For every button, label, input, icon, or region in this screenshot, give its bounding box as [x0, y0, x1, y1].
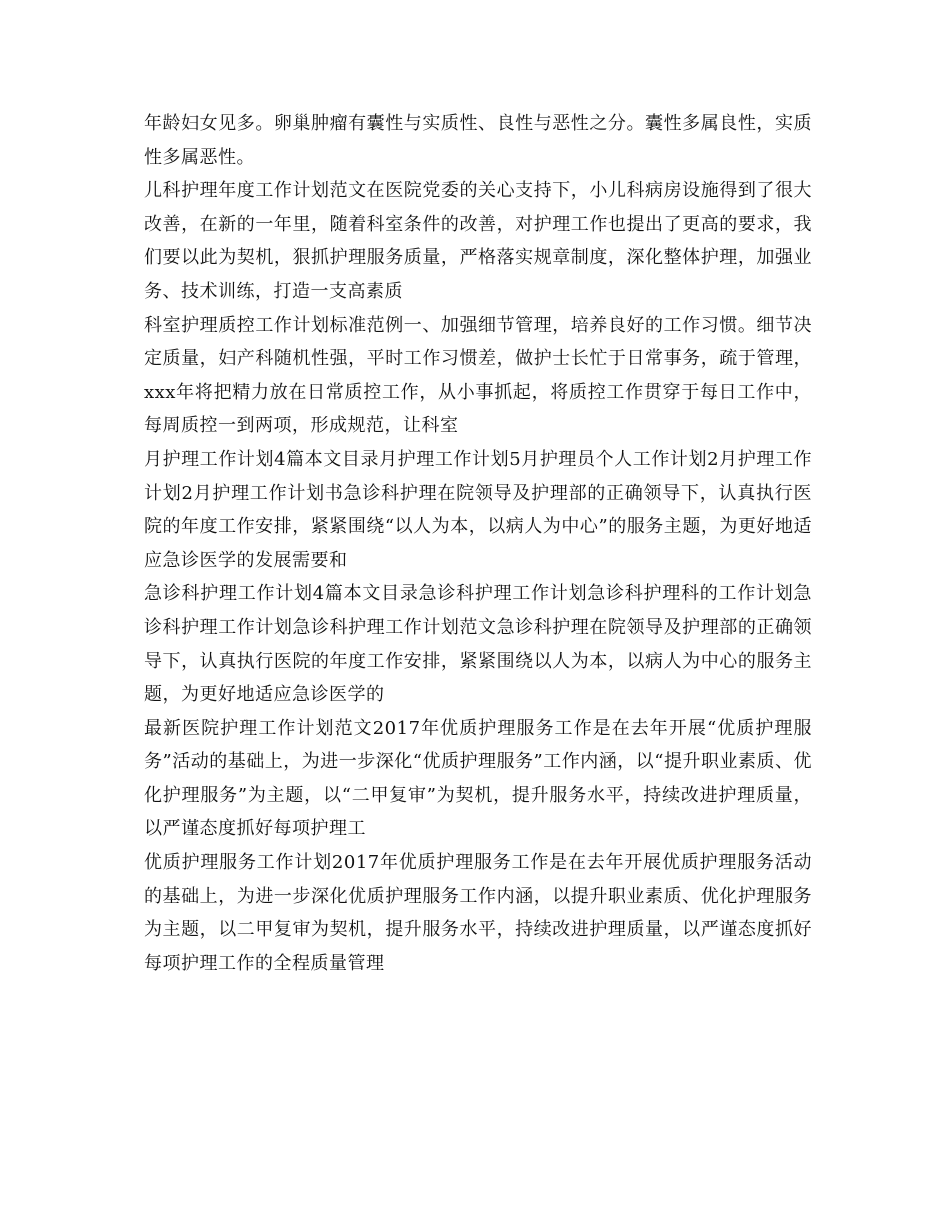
paragraph-1: 年龄妇女见多。卵巢肿瘤有囊性与实质性、良性与恶性之分。囊性多属良性，实质性多属恶性。	[144, 113, 812, 168]
paragraph-6: 最新医院护理工作计划范文2017年优质护理服务工作是在去年开展“优质护理服务”活动的基础上，为进一步深化“优质护理服务”工作内涵，以“提升职业素质、优化护理服务”为主题，以“二甲复审”为契机，提升服务水平，持续改进护理质量，以严谨态度抓好每项护理工	[144, 717, 812, 840]
paragraph-4: 月护理工作计划4篇本文目录月护理工作计划5月护理员个人工作计划2月护理工作计划2月护理工作计划书急诊科护理在院领导及护理部的正确领导下，认真执行医院的年度工作安排，紧紧围绕“以人为本，以病人为中心”的服务主题，为更好地适应急诊医学的发展需要和	[144, 448, 812, 571]
paragraph-7: 优质护理服务工作计划2017年优质护理服务工作是在去年开展优质护理服务活动的基础上，为进一步深化优质护理服务工作内涵，以提升职业素质、优化护理服务为主题，以二甲复审为契机，提升服务水平，持续改进护理质量，以严谨态度抓好每项护理工作的全程质量管理	[144, 852, 812, 974]
paragraph-5: 急诊科护理工作计划4篇本文目录急诊科护理工作计划急诊科护理科的工作计划急诊科护理工作计划急诊科护理工作计划范文急诊科护理在院领导及护理部的正确领导下，认真执行医院的年度工作安排，紧紧围绕以人为本，以病人为中心的服务主题，为更好地适应急诊医学的	[144, 583, 812, 706]
paragraph-2: 儿科护理年度工作计划范文在医院党委的关心支持下，小儿科病房设施得到了很大改善，在新的一年里，随着科室条件的改善，对护理工作也提出了更高的要求，我们要以此为契机，狠抓护理服务质量，严格落实规章制度，深化整体护理，加强业务、技术训练，打造一支高素质	[144, 180, 812, 302]
paragraph-3: 科室护理质控工作计划标准范例一、加强细节管理，培养良好的工作习惯。细节决定质量，妇产科随机性强，平时工作习惯差，做护士长忙于日常事务，疏于管理，xxx年将把精力放在日常质控工作，从小事抓起，将质控工作贯穿于每日工作中，每周质控一到两项，形成规范，让科室	[144, 314, 812, 437]
document-page	[144, 107, 812, 980]
